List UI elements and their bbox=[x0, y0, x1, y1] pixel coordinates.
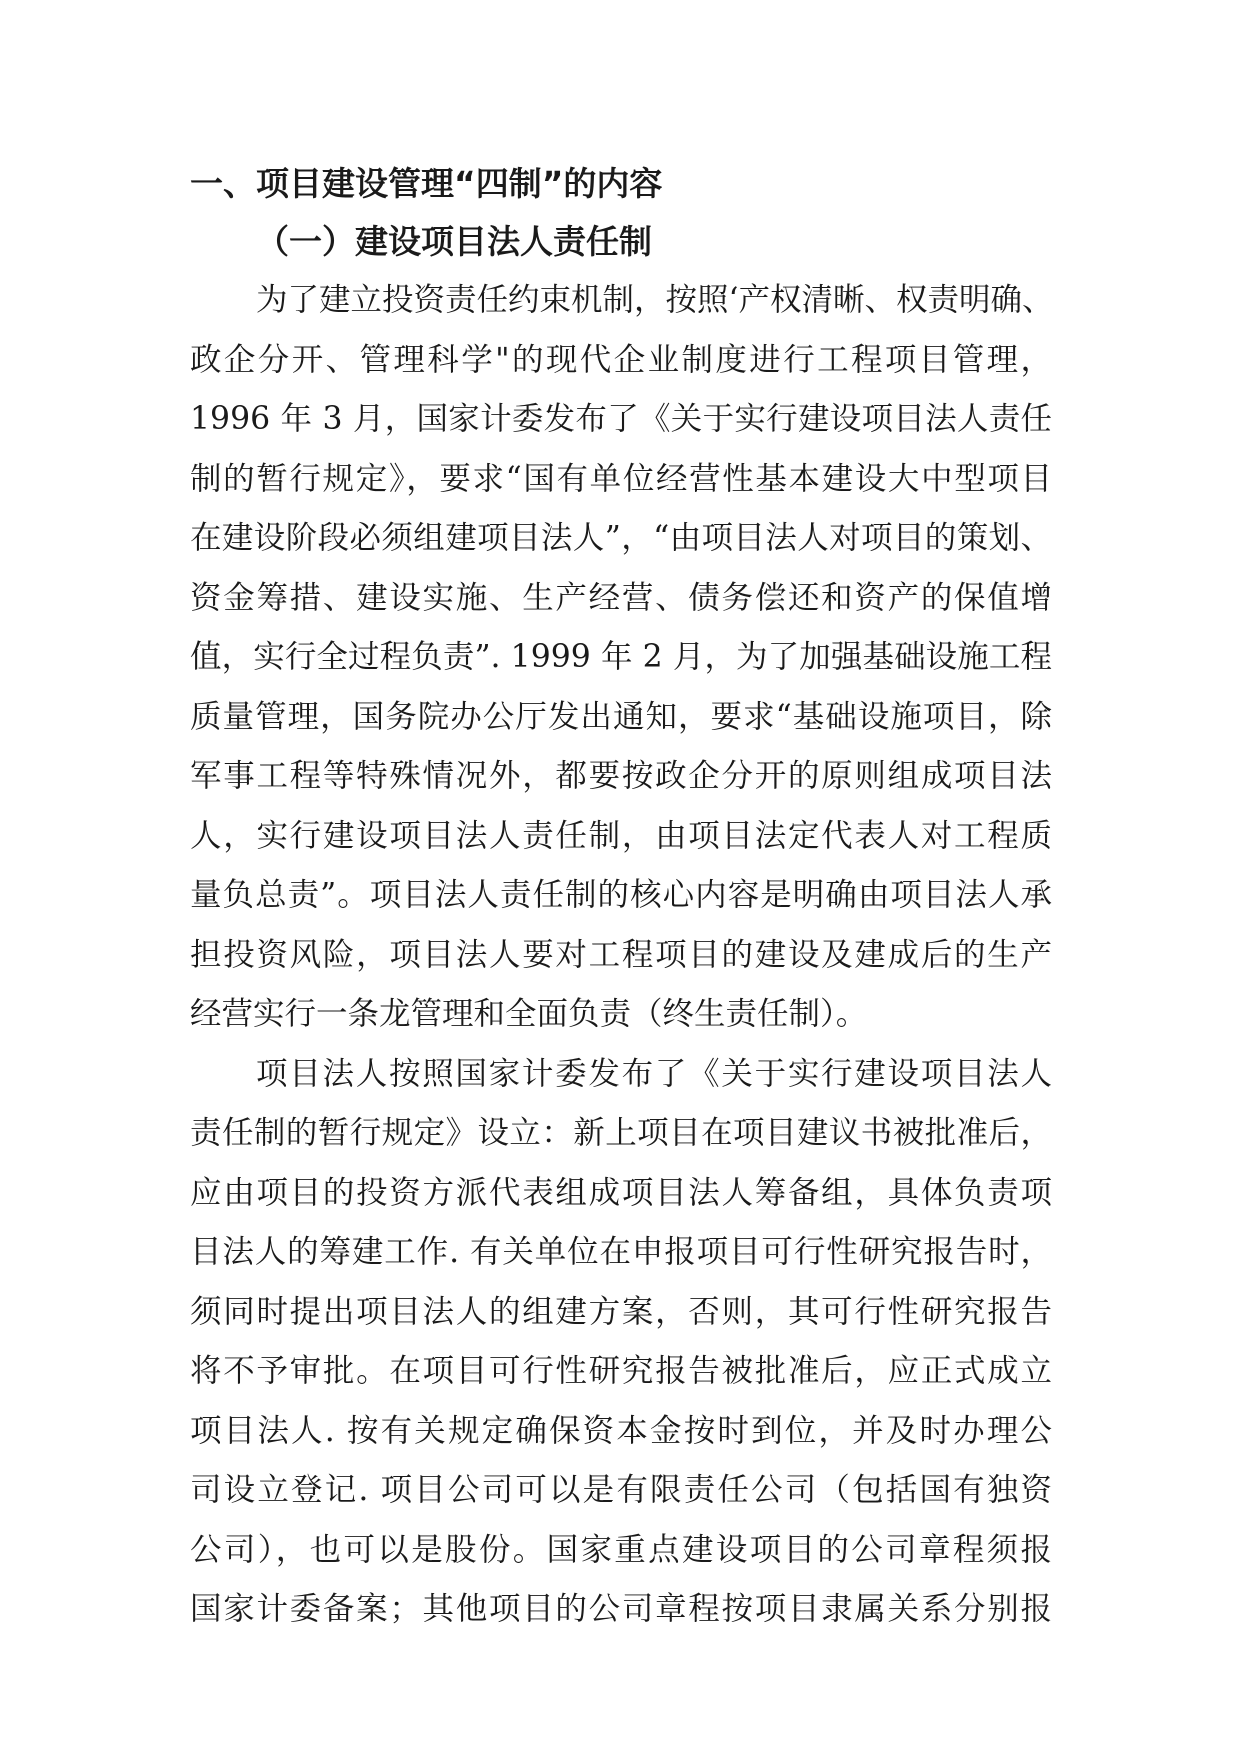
paragraph-line: 责任制的暂行规定》设立：新上项目在项目建议书被批准后， bbox=[190, 1115, 1052, 1151]
paragraph-line: 资金筹措、建设实施、生产经营、债务偿还和资产的保值增 bbox=[190, 579, 1052, 616]
paragraph-line: 应由项目的投资方派代表组成项目法人筹备组，具体负责项 bbox=[190, 1174, 1052, 1211]
paragraph-line: 政企分开、管理科学"的现代企业制度进行工程项目管理， bbox=[190, 341, 1052, 378]
paragraph-line: 人，实行建设项目法人责任制，由项目法定代表人对工程质 bbox=[190, 817, 1052, 854]
paragraph-line: 军事工程等特殊情况外，都要按政企分开的原则组成项目法 bbox=[190, 758, 1052, 794]
subsection-heading: （一）建设项目法人责任制 bbox=[256, 222, 652, 261]
paragraph-line: 为了建立投资责任约束机制，按照‘产权清晰、权责明确、 bbox=[256, 282, 1054, 318]
paragraph-line: 须同时提出项目法人的组建方案，否则，其可行性研究报告 bbox=[190, 1293, 1052, 1330]
document-body bbox=[190, 155, 1052, 1640]
paragraph-line: 目法人的筹建工作. 有关单位在申报项目可行性研究报告时， bbox=[190, 1234, 1052, 1270]
paragraph-line: 项目法人. 按有关规定确保资本金按时到位，并及时办理公 bbox=[190, 1412, 1052, 1449]
paragraph-line: 司设立登记. 项目公司可以是有限责任公司（包括国有独资 bbox=[190, 1472, 1052, 1508]
section-heading: 一、项目建设管理“四制”的内容 bbox=[190, 164, 663, 203]
paragraph-line: 量负总责”。项目法人责任制的核心内容是明确由项目法人承 bbox=[190, 877, 1052, 913]
paragraph-line: 项目法人按照国家计委发布了《关于实行建设项目法人 bbox=[256, 1055, 1052, 1092]
paragraph-line: 质量管理，国务院办公厅发出通知，要求“基础设施项目，除 bbox=[190, 698, 1052, 735]
paragraph-line: 担投资风险，项目法人要对工程项目的建设及建成后的生产 bbox=[190, 936, 1052, 973]
paragraph-line: 1996 年 3 月，国家计委发布了《关于实行建设项目法人责任 bbox=[190, 401, 1052, 437]
paragraph-line: 值，实行全过程负责”. 1999 年 2 月，为了加强基础设施工程 bbox=[190, 639, 1052, 675]
paragraph-line: 公司），也可以是股份。国家重点建设项目的公司章程须报 bbox=[190, 1531, 1052, 1568]
paragraph-line: 在建设阶段必须组建项目法人”，“由项目法人对项目的策划、 bbox=[190, 520, 1052, 556]
paragraph-2 bbox=[190, 1045, 1052, 1640]
paragraph-line: 国家计委备案；其他项目的公司章程按项目隶属关系分别报 bbox=[190, 1591, 1052, 1627]
paragraph-line: 经营实行一条龙管理和全面负责（终生责任制）。 bbox=[190, 996, 868, 1032]
paragraph-line: 将不予审批。在项目可行性研究报告被批准后，应正式成立 bbox=[190, 1353, 1052, 1389]
paragraph-line: 制的暂行规定》，要求“国有单位经营性基本建设大中型项目 bbox=[190, 460, 1052, 497]
paragraph-1 bbox=[190, 271, 1052, 1045]
